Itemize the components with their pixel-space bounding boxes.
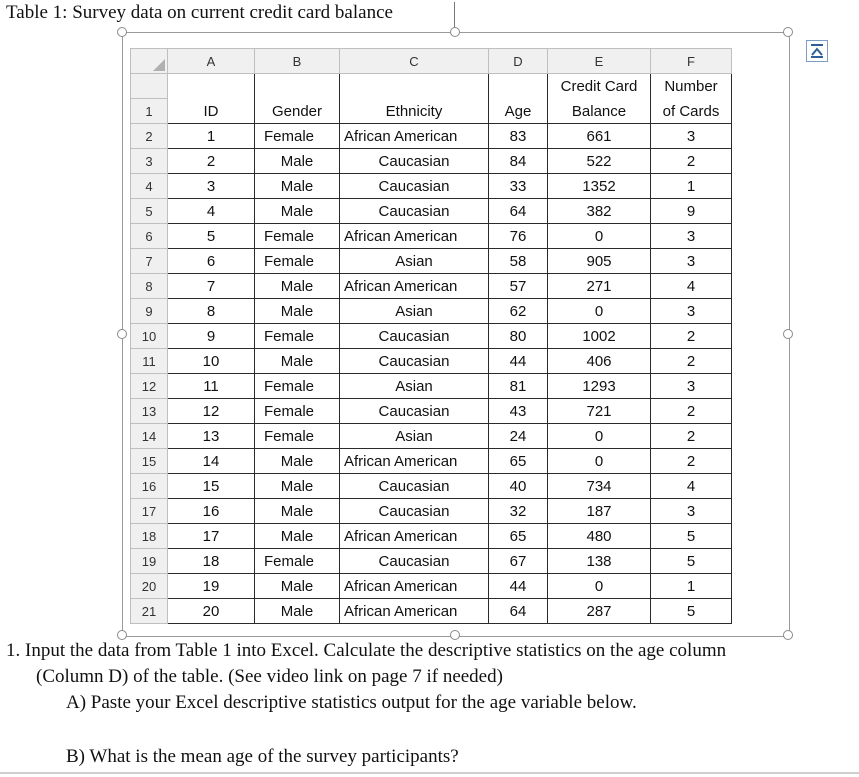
cell-ethnicity: Caucasian <box>340 149 489 174</box>
row-header[interactable]: 9 <box>131 299 168 324</box>
table-row <box>131 274 732 299</box>
cell-cards: 5 <box>651 524 732 549</box>
cell-ethnicity: Caucasian <box>340 174 489 199</box>
table-row <box>131 324 732 349</box>
row-header[interactable]: 10 <box>131 324 168 349</box>
question-1-line-2: (Column D) of the table. (See video link on page 7 if needed) <box>36 666 503 687</box>
cell-age: 58 <box>489 249 548 274</box>
cell-age: 81 <box>489 374 548 399</box>
cell-age: 40 <box>489 474 548 499</box>
cell-ethnicity: Caucasian <box>340 199 489 224</box>
row-header[interactable]: 19 <box>131 549 168 574</box>
cell-age: 62 <box>489 299 548 324</box>
table-row <box>131 499 732 524</box>
cell-balance: 734 <box>548 474 651 499</box>
cell-age: 67 <box>489 549 548 574</box>
cell-balance: 0 <box>548 299 651 324</box>
cell-cards: 4 <box>651 474 732 499</box>
cell-gender: Male <box>255 274 340 299</box>
cell-gender: Female <box>255 549 340 574</box>
cell-id: 8 <box>168 299 255 324</box>
cell-balance: 661 <box>548 124 651 149</box>
cell-gender: Male <box>255 599 340 624</box>
cell-gender: Female <box>255 424 340 449</box>
cell-ethnicity: Asian <box>340 249 489 274</box>
cell-balance: 0 <box>548 224 651 249</box>
cell-age: 32 <box>489 499 548 524</box>
layout-options-icon[interactable] <box>806 40 828 62</box>
cell-id: 13 <box>168 424 255 449</box>
cell-gender: Male <box>255 149 340 174</box>
row-header[interactable]: 16 <box>131 474 168 499</box>
cell-gender: Male <box>255 299 340 324</box>
cell-age: 43 <box>489 399 548 424</box>
cell-cards: 1 <box>651 574 732 599</box>
cell-ethnicity: African American <box>340 449 489 474</box>
cell-age: 64 <box>489 199 548 224</box>
cell-age: 65 <box>489 524 548 549</box>
cell-gender: Male <box>255 199 340 224</box>
cell-id: 20 <box>168 599 255 624</box>
cell-age: 44 <box>489 574 548 599</box>
header-age: Age <box>489 99 548 124</box>
cell-cards: 9 <box>651 199 732 224</box>
cell-id: 19 <box>168 574 255 599</box>
column-header-a[interactable]: A <box>168 49 255 74</box>
table-row <box>131 199 732 224</box>
cell-age: 57 <box>489 274 548 299</box>
table-row <box>131 524 732 549</box>
cell-ethnicity: Caucasian <box>340 349 489 374</box>
table-row <box>131 474 732 499</box>
cell-cards: 3 <box>651 299 732 324</box>
table-row <box>131 249 732 274</box>
cell-balance: 721 <box>548 399 651 424</box>
table-row <box>131 599 732 624</box>
cell-balance: 187 <box>548 499 651 524</box>
resize-handle-icon[interactable] <box>117 630 127 640</box>
resize-handle-icon[interactable] <box>783 329 793 339</box>
resize-handle-icon[interactable] <box>450 27 460 37</box>
cell-cards: 3 <box>651 499 732 524</box>
header-row-top <box>131 74 732 99</box>
question-1-line-1: 1. Input the data from Table 1 into Excel. Calculate the descriptive statistics on the age column <box>6 640 727 661</box>
cell-ethnicity: Asian <box>340 424 489 449</box>
cell-cards: 4 <box>651 274 732 299</box>
cell-age: 24 <box>489 424 548 449</box>
row-header[interactable]: 20 <box>131 574 168 599</box>
column-header-b[interactable]: B <box>255 49 340 74</box>
row-header[interactable]: 12 <box>131 374 168 399</box>
header-cards-line1: Number <box>651 74 732 99</box>
cell-id: 7 <box>168 274 255 299</box>
header-id: ID <box>168 99 255 124</box>
cell-ethnicity: African American <box>340 224 489 249</box>
cell-age: 80 <box>489 324 548 349</box>
column-header-c[interactable]: C <box>340 49 489 74</box>
cell-gender: Female <box>255 399 340 424</box>
row-header[interactable]: 14 <box>131 424 168 449</box>
cell-id: 17 <box>168 524 255 549</box>
cell-ethnicity: Caucasian <box>340 399 489 424</box>
cell-cards: 3 <box>651 249 732 274</box>
cell-gender: Male <box>255 499 340 524</box>
cell-ethnicity: Asian <box>340 299 489 324</box>
cell-balance: 1002 <box>548 324 651 349</box>
cell-id: 3 <box>168 174 255 199</box>
cell-id: 10 <box>168 349 255 374</box>
row-header[interactable]: 2 <box>131 124 168 149</box>
table-row <box>131 174 732 199</box>
row-header[interactable] <box>131 74 168 99</box>
cell-ethnicity: African American <box>340 524 489 549</box>
cell-balance: 480 <box>548 524 651 549</box>
cell-id: 1 <box>168 124 255 149</box>
row-header[interactable]: 8 <box>131 274 168 299</box>
row-header[interactable]: 18 <box>131 524 168 549</box>
cell-ethnicity: African American <box>340 599 489 624</box>
resize-handle-icon[interactable] <box>783 27 793 37</box>
cell-ethnicity: Caucasian <box>340 549 489 574</box>
column-header-d[interactable]: D <box>489 49 548 74</box>
cell-age: 76 <box>489 224 548 249</box>
row-header[interactable]: 3 <box>131 149 168 174</box>
cell-ethnicity: Caucasian <box>340 474 489 499</box>
cell-ethnicity: African American <box>340 274 489 299</box>
cell-id: 14 <box>168 449 255 474</box>
table-row <box>131 124 732 149</box>
cell-id: 16 <box>168 499 255 524</box>
cell-gender: Female <box>255 374 340 399</box>
table-row <box>131 224 732 249</box>
cell-age: 33 <box>489 174 548 199</box>
cell-id: 4 <box>168 199 255 224</box>
cell-gender: Male <box>255 474 340 499</box>
cell-age: 65 <box>489 449 548 474</box>
spreadsheet-table <box>130 48 732 624</box>
row-header[interactable]: 7 <box>131 249 168 274</box>
cell-id: 6 <box>168 249 255 274</box>
cell-cards: 2 <box>651 449 732 474</box>
cell-balance: 382 <box>548 199 651 224</box>
cell-age: 44 <box>489 349 548 374</box>
cell-id: 12 <box>168 399 255 424</box>
page-bottom-divider <box>0 772 859 774</box>
cell-age: 83 <box>489 124 548 149</box>
cell-age: 64 <box>489 599 548 624</box>
row-header[interactable]: 17 <box>131 499 168 524</box>
data-rows <box>131 124 732 624</box>
cell-gender: Male <box>255 574 340 599</box>
cell-id: 11 <box>168 374 255 399</box>
column-header-e[interactable]: E <box>548 49 651 74</box>
cell-balance: 406 <box>548 349 651 374</box>
cell-ethnicity: Caucasian <box>340 499 489 524</box>
cell-id: 2 <box>168 149 255 174</box>
cell-id: 18 <box>168 549 255 574</box>
row-header[interactable]: 6 <box>131 224 168 249</box>
cell-balance: 287 <box>548 599 651 624</box>
resize-handle-icon[interactable] <box>450 630 460 640</box>
row-header[interactable]: 5 <box>131 199 168 224</box>
table-row <box>131 149 732 174</box>
resize-handle-icon[interactable] <box>117 329 127 339</box>
cell-cards: 2 <box>651 399 732 424</box>
row-header[interactable]: 13 <box>131 399 168 424</box>
cell-gender: Female <box>255 224 340 249</box>
header-balance-line2: Balance <box>548 99 651 124</box>
row-header[interactable]: 1 <box>131 99 168 124</box>
cell-gender: Female <box>255 124 340 149</box>
cell-ethnicity: Caucasian <box>340 324 489 349</box>
table-row <box>131 349 732 374</box>
cell-ethnicity: African American <box>340 574 489 599</box>
cell-gender: Female <box>255 249 340 274</box>
cell-cards: 3 <box>651 224 732 249</box>
table-row <box>131 449 732 474</box>
cell-balance: 271 <box>548 274 651 299</box>
question-b: B) What is the mean age of the survey participants? <box>66 746 459 767</box>
column-header-f[interactable]: F <box>651 49 732 74</box>
header-row <box>131 99 732 124</box>
cell-balance: 0 <box>548 424 651 449</box>
row-header[interactable]: 4 <box>131 174 168 199</box>
resize-handle-icon[interactable] <box>117 27 127 37</box>
cell-age: 84 <box>489 149 548 174</box>
cell-balance: 905 <box>548 249 651 274</box>
row-header[interactable]: 11 <box>131 349 168 374</box>
header-gender: Gender <box>255 99 340 124</box>
text-cursor-line <box>454 2 455 30</box>
cell-gender: Male <box>255 449 340 474</box>
resize-handle-icon[interactable] <box>783 630 793 640</box>
cell-gender: Male <box>255 524 340 549</box>
row-header[interactable]: 21 <box>131 599 168 624</box>
cell-id: 5 <box>168 224 255 249</box>
cell-cards: 2 <box>651 424 732 449</box>
row-header[interactable]: 15 <box>131 449 168 474</box>
cell-balance: 1293 <box>548 374 651 399</box>
cell-id: 15 <box>168 474 255 499</box>
select-all-corner[interactable] <box>131 49 168 74</box>
table-row <box>131 549 732 574</box>
cell-gender: Female <box>255 324 340 349</box>
cell-gender: Male <box>255 349 340 374</box>
table-row <box>131 399 732 424</box>
cell-balance: 138 <box>548 549 651 574</box>
cell-cards: 2 <box>651 149 732 174</box>
cell-cards: 1 <box>651 174 732 199</box>
cell-cards: 2 <box>651 324 732 349</box>
header-cards-line2: of Cards <box>651 99 732 124</box>
cell-balance: 1352 <box>548 174 651 199</box>
cell-ethnicity: African American <box>340 124 489 149</box>
cell-balance: 0 <box>548 449 651 474</box>
cell-cards: 3 <box>651 124 732 149</box>
cell-gender: Male <box>255 174 340 199</box>
table-row <box>131 574 732 599</box>
cell-id: 9 <box>168 324 255 349</box>
cell-ethnicity: Asian <box>340 374 489 399</box>
question-a: A) Paste your Excel descriptive statistics output for the age variable below. <box>66 692 637 713</box>
table-row <box>131 374 732 399</box>
cell-cards: 2 <box>651 349 732 374</box>
header-balance-line1: Credit Card <box>548 74 651 99</box>
cell-balance: 522 <box>548 149 651 174</box>
table-row <box>131 299 732 324</box>
table-row <box>131 424 732 449</box>
cell-cards: 5 <box>651 599 732 624</box>
cell-cards: 5 <box>651 549 732 574</box>
cell-balance: 0 <box>548 574 651 599</box>
header-ethnicity: Ethnicity <box>340 99 489 124</box>
column-header-row <box>131 49 732 74</box>
table-caption: Table 1: Survey data on current credit card balance <box>6 2 393 23</box>
cell-cards: 3 <box>651 374 732 399</box>
